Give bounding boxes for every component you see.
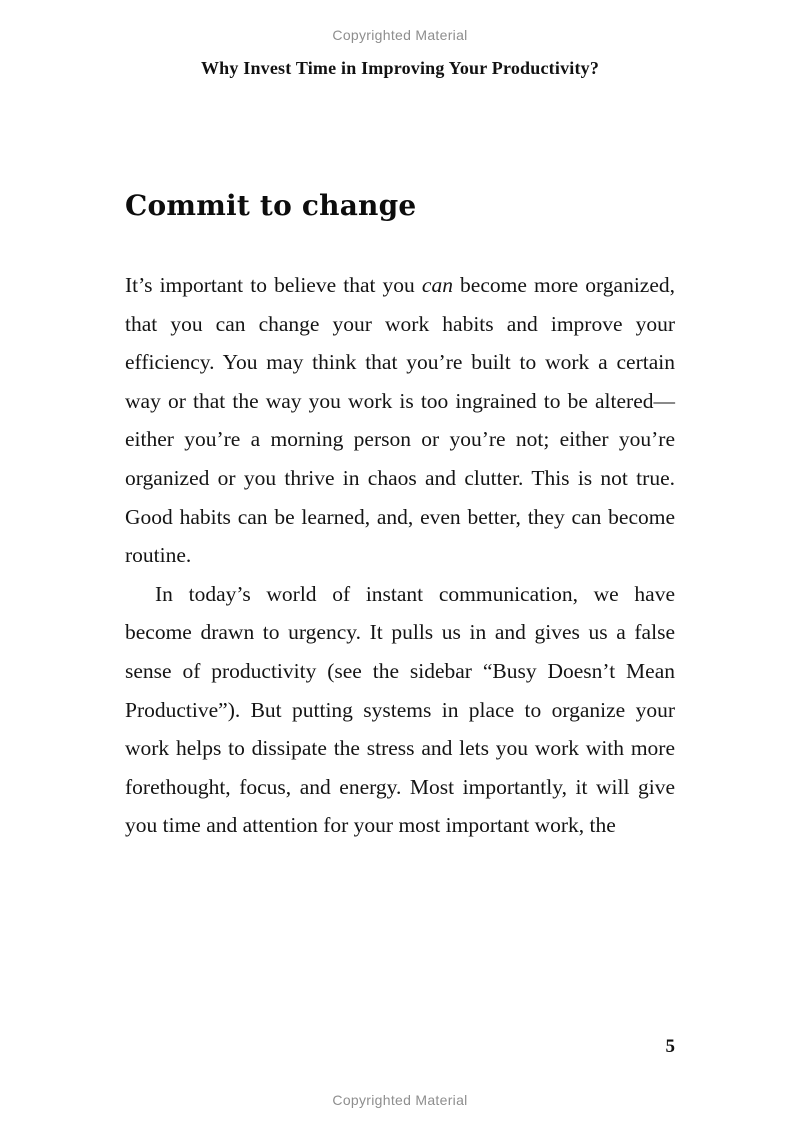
paragraph-1-text-rest: become more organized, that you can change your work habits and improve your efficiency. You may think that you’re built to work a certain way or that the way you work is too ingrained to be altered—either you’re a morning person or you’re not; either you’re organized or you thrive in chaos and clutter. This is not true. Good habits can be learned, and, even better, they can become routine. bbox=[125, 273, 675, 568]
paragraph-2: In today’s world of instant communication, we have become drawn to urgency. It pulls us in and gives us a false sense of productivity (see the sidebar “Busy Doesn’t Mean Productive”). But putting systems in place to organize your work helps to dissipate the stress and lets you work with more forethought, focus, and energy. Most importantly, it will give you time and attention for your most important work, the bbox=[125, 581, 675, 838]
running-header: Why Invest Time in Improving Your Productivity? bbox=[200, 58, 600, 78]
page-number: 5 bbox=[665, 1036, 675, 1057]
paragraph-1-text-start: It’s important to believe that you bbox=[125, 273, 422, 297]
paragraph-1-italic-word: can bbox=[421, 273, 453, 297]
paragraph-1 bbox=[125, 266, 675, 575]
copyright-notice-top: Copyrighted Material bbox=[332, 27, 468, 43]
copyright-notice-bottom: Copyrighted Material bbox=[332, 1092, 468, 1108]
body-text bbox=[125, 266, 675, 845]
section-heading: Commit to change bbox=[125, 189, 417, 222]
